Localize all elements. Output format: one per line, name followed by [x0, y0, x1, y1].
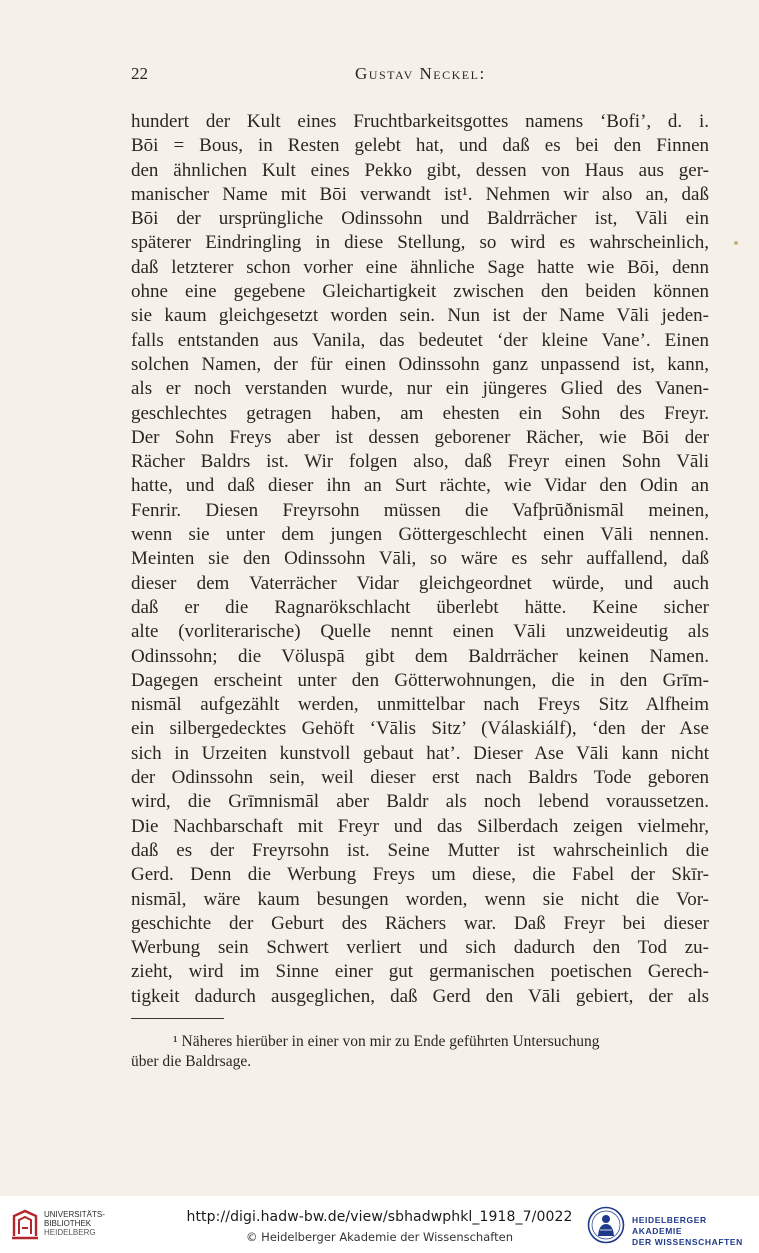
paper-speck	[734, 241, 738, 245]
footer-bar	[0, 1196, 759, 1253]
library-line-1: UNIVERSITÄTS-	[44, 1210, 105, 1219]
text-line: Der Sohn Freys aber ist dessen geborener Rächer, wie Bōi der	[131, 426, 709, 448]
text-line: sich in Urzeiten kunstvoll gebaut hat’. Dieser Ase Vāli kann nicht	[131, 742, 709, 764]
text-line: Gerd. Denn die Werbung Freys um diese, die Fabel der Skīr-	[131, 864, 709, 886]
footnote-line: ¹ Näheres hierüber in einer von mir zu Ende geführten Untersuchung	[173, 1033, 600, 1050]
text-line: nismāl, wäre kaum besungen worden, wenn sie nicht die Vor-	[131, 888, 709, 910]
text-line: geschlechtes getragen haben, am ehesten ein Sohn des Freyr.	[131, 402, 709, 424]
academy-line-2: DER WISSENSCHAFTEN	[632, 1237, 743, 1247]
footnote-line: über die Baldrsage.	[131, 1053, 252, 1070]
copyright-text: © Heidelberger Akademie der Wissenschaften	[246, 1230, 513, 1244]
text-line: alte (vorliterarische) Quelle nennt einen Vāli unzweideutig als	[131, 621, 709, 643]
text-line: der Odinssohn sein, weil dieser erst nach Baldrs Tode geboren	[131, 767, 709, 789]
text-line: zieht, wird im Sinne einer gut germanischen poetischen Gerech-	[131, 961, 709, 983]
running-title: Gustav Neckel:	[355, 64, 486, 83]
text-line: Bōi der ursprüngliche Odinssohn und Baldrrächer ist, Vāli ein	[131, 208, 709, 230]
text-line: den ähnlichen Kult eines Pekko gibt, dessen von Haus aus ger-	[131, 159, 709, 181]
academy-seal-icon[interactable]	[587, 1206, 625, 1244]
text-line: falls entstanden aus Vanila, das bedeutet ‘der kleine Vane’. Einen	[131, 329, 709, 351]
text-line: Rächer Baldrs ist. Wir folgen also, daß Freyr einen Sohn Vāli	[131, 451, 709, 473]
text-line: wenn sie unter dem jungen Göttergeschlecht einen Vāli nennen.	[131, 524, 709, 546]
text-line: Die Nachbarschaft mit Freyr und das Silberdach zeigen vielmehr,	[131, 815, 709, 837]
text-line: daß letzterer schon vorher eine ähnliche Sage hatte wie Bōi, denn	[131, 256, 709, 278]
text-line: ein silbergedecktes Gehöft ‘Vālis Sitz’ (Válaskiálf), ‘den der Ase	[131, 718, 709, 740]
text-line: sie kaum gleichgesetzt worden sein. Nun ist der Name Vāli jeden-	[131, 305, 709, 327]
text-line: daß er die Ragnarökschlacht überlebt hätte. Keine sicher	[131, 596, 709, 618]
text-line: Bōi = Bous, in Resten gelebt hat, und daß es bei den Finnen	[131, 135, 709, 157]
text-line: Odinssohn; die Völuspā gibt dem Baldrrächer keinen Namen.	[131, 645, 709, 667]
text-line: Fenrir. Diesen Freyrsohn müssen die Vafþrūðnismāl meinen,	[131, 499, 709, 521]
page-header	[131, 64, 709, 88]
text-line: solchen Namen, der für einen Odinssohn ganz unpassend ist, kann,	[131, 353, 709, 375]
text-line: ohne eine gegebene Gleichartigkeit zwischen den beiden können	[131, 281, 709, 303]
footnote	[131, 1032, 709, 1072]
library-line-2: BIBLIOTHEK	[44, 1219, 92, 1228]
text-line: nismāl aufgezählt werden, unmittelbar nach Freys Sitz Alfheim	[131, 694, 709, 716]
text-line: manischer Name mit Bōi verwandt ist¹. Nehmen wir also an, daß	[131, 183, 709, 205]
text-line: geschichte der Geburt des Rächers war. Daß Freyr bei dieser	[131, 912, 709, 934]
text-line: Dagegen erscheint unter den Götterwohnungen, die in den Grīm-	[131, 669, 709, 691]
text-line: hatte, und daß dieser ihn an Surt rächte, wie Vidar den Odin an	[131, 475, 709, 497]
body-text	[131, 110, 709, 1009]
text-line: hundert der Kult eines Fruchtbarkeitsgottes namens ‘Bofi’, d. i.	[131, 111, 709, 132]
text-line: Meinten sie den Odinssohn Vāli, so wäre es sehr auffallend, daß	[131, 548, 709, 570]
text-line: späterer Eindringling in diese Stellung, so wird es wahrscheinlich,	[131, 232, 709, 254]
library-line-3: HEIDELBERG	[44, 1228, 96, 1237]
footnote-rule	[131, 1018, 224, 1019]
text-line: als er noch verstanden wurde, nur ein jüngeres Glied des Vanen-	[131, 378, 709, 400]
text-line: Werbung sein Schwert verliert und sich dadurch den Tod zu-	[131, 937, 709, 959]
text-line: daß es der Freyrsohn ist. Seine Mutter ist wahrscheinlich die	[131, 839, 709, 861]
text-line: dieser dem Vaterrächer Vidar gleichgeordnet würde, und auch	[131, 572, 709, 594]
text-line: wird, die Grīmnismāl aber Baldr als noch lebend voraussetzen.	[131, 791, 709, 813]
page-number: 22	[131, 64, 148, 83]
academy-name	[632, 1215, 759, 1248]
academy-line-1: HEIDELBERGER AKADEMIE	[632, 1215, 707, 1236]
source-url-link[interactable]: http://digi.hadw-bw.de/view/sbhadwphkl_1918_7/0022	[186, 1209, 573, 1225]
text-line: tigkeit dadurch ausgeglichen, daß Gerd den Vāli gebiert, der als	[131, 985, 709, 1007]
